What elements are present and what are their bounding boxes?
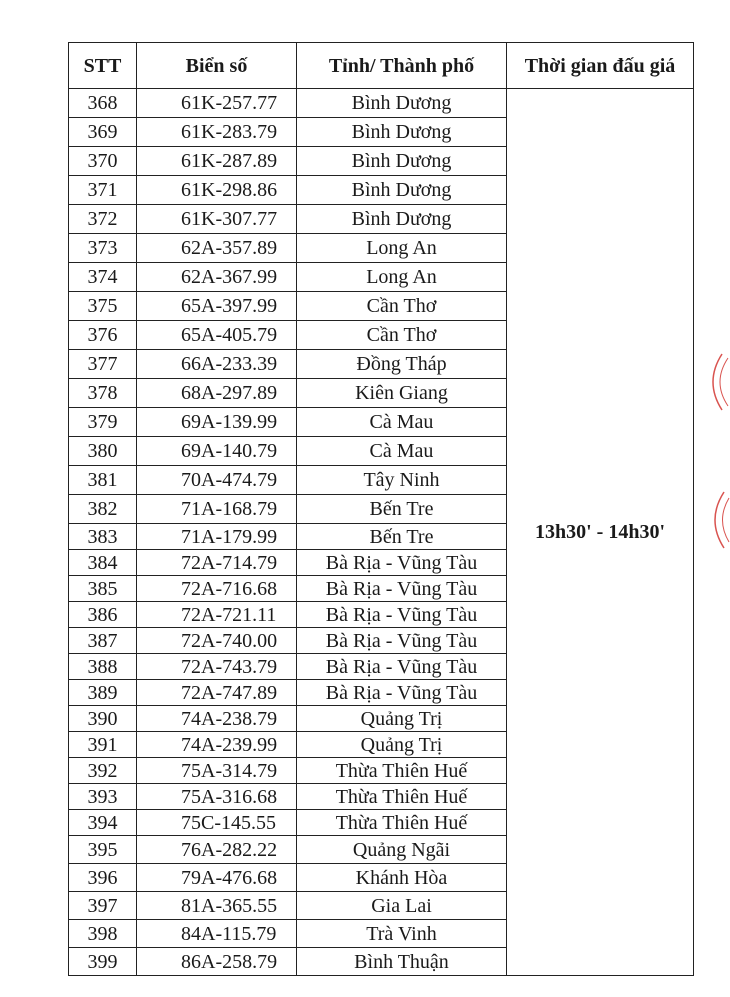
row-plate-number: 68A-297.89 [137,379,297,408]
row-province: Tây Ninh [297,466,507,495]
row-stt: 376 [69,321,137,350]
row-province: Bình Dương [297,176,507,205]
row-province: Cần Thơ [297,292,507,321]
row-stt: 398 [69,920,137,948]
row-province: Bến Tre [297,524,507,550]
row-stt: 373 [69,234,137,263]
row-stt: 374 [69,263,137,292]
row-province: Đồng Tháp [297,350,507,379]
row-plate-number: 70A-474.79 [137,466,297,495]
row-stt: 369 [69,118,137,147]
row-plate-number: 76A-282.22 [137,836,297,864]
row-stt: 378 [69,379,137,408]
row-stt: 370 [69,147,137,176]
row-plate-number: 75A-314.79 [137,758,297,784]
row-plate-number: 61K-307.77 [137,205,297,234]
row-stt: 389 [69,680,137,706]
row-stt: 381 [69,466,137,495]
row-plate-number: 62A-357.89 [137,234,297,263]
auction-time-slot: 13h30' - 14h30' [507,89,694,976]
row-province: Thừa Thiên Huế [297,758,507,784]
row-plate-number: 75C-145.55 [137,810,297,836]
table-header-row [69,43,694,89]
row-stt: 371 [69,176,137,205]
row-plate-number: 69A-140.79 [137,437,297,466]
row-province: Quảng Trị [297,706,507,732]
row-plate-number: 72A-721.11 [137,602,297,628]
row-plate-number: 72A-714.79 [137,550,297,576]
row-plate-number: 62A-367.99 [137,263,297,292]
row-province: Cà Mau [297,437,507,466]
row-plate-number: 72A-716.68 [137,576,297,602]
row-stt: 384 [69,550,137,576]
row-plate-number: 74A-238.79 [137,706,297,732]
row-plate-number: 79A-476.68 [137,864,297,892]
row-province: Bà Rịa - Vũng Tàu [297,654,507,680]
row-stt: 385 [69,576,137,602]
row-stt: 386 [69,602,137,628]
row-province: Bà Rịa - Vũng Tàu [297,602,507,628]
row-stt: 377 [69,350,137,379]
auction-schedule-table [68,42,694,976]
row-province: Trà Vinh [297,920,507,948]
row-province: Gia Lai [297,892,507,920]
row-stt: 383 [69,524,137,550]
row-province: Bình Dương [297,147,507,176]
row-plate-number: 65A-405.79 [137,321,297,350]
row-province: Bà Rịa - Vũng Tàu [297,680,507,706]
row-plate-number: 74A-239.99 [137,732,297,758]
row-plate-number: 61K-298.86 [137,176,297,205]
row-province: Khánh Hòa [297,864,507,892]
row-stt: 388 [69,654,137,680]
row-stt: 375 [69,292,137,321]
header-province: Tỉnh/ Thành phố [297,43,507,89]
row-stt: 380 [69,437,137,466]
row-stt: 399 [69,948,137,976]
row-province: Quảng Ngãi [297,836,507,864]
row-province: Bình Dương [297,205,507,234]
row-stt: 387 [69,628,137,654]
row-province: Cần Thơ [297,321,507,350]
row-province: Thừa Thiên Huế [297,784,507,810]
row-province: Kiên Giang [297,379,507,408]
red-stamp-fragment-lower [700,490,730,550]
row-province: Quảng Trị [297,732,507,758]
row-province: Bình Dương [297,118,507,147]
row-plate-number: 69A-139.99 [137,408,297,437]
row-plate-number: 75A-316.68 [137,784,297,810]
table-row [69,89,694,118]
row-stt: 390 [69,706,137,732]
row-stt: 397 [69,892,137,920]
header-auction-time: Thời gian đấu giá [507,43,694,89]
row-plate-number: 84A-115.79 [137,920,297,948]
row-plate-number: 61K-257.77 [137,89,297,118]
row-stt: 395 [69,836,137,864]
row-plate-number: 66A-233.39 [137,350,297,379]
row-province: Bình Dương [297,89,507,118]
row-stt: 393 [69,784,137,810]
row-stt: 396 [69,864,137,892]
row-plate-number: 72A-747.89 [137,680,297,706]
row-province: Bà Rịa - Vũng Tàu [297,576,507,602]
row-plate-number: 72A-743.79 [137,654,297,680]
row-plate-number: 61K-283.79 [137,118,297,147]
header-stt: STT [69,43,137,89]
row-plate-number: 71A-168.79 [137,495,297,524]
row-stt: 391 [69,732,137,758]
row-plate-number: 86A-258.79 [137,948,297,976]
row-plate-number: 72A-740.00 [137,628,297,654]
header-plate: Biển số [137,43,297,89]
row-stt: 368 [69,89,137,118]
row-plate-number: 65A-397.99 [137,292,297,321]
row-province: Long An [297,234,507,263]
row-stt: 394 [69,810,137,836]
row-stt: 372 [69,205,137,234]
red-stamp-fragment-upper [700,352,730,412]
row-province: Bình Thuận [297,948,507,976]
row-plate-number: 71A-179.99 [137,524,297,550]
row-plate-number: 81A-365.55 [137,892,297,920]
row-province: Cà Mau [297,408,507,437]
row-stt: 382 [69,495,137,524]
row-stt: 392 [69,758,137,784]
row-province: Bến Tre [297,495,507,524]
row-plate-number: 61K-287.89 [137,147,297,176]
row-stt: 379 [69,408,137,437]
row-province: Bà Rịa - Vũng Tàu [297,550,507,576]
row-province: Thừa Thiên Huế [297,810,507,836]
row-province: Long An [297,263,507,292]
row-province: Bà Rịa - Vũng Tàu [297,628,507,654]
